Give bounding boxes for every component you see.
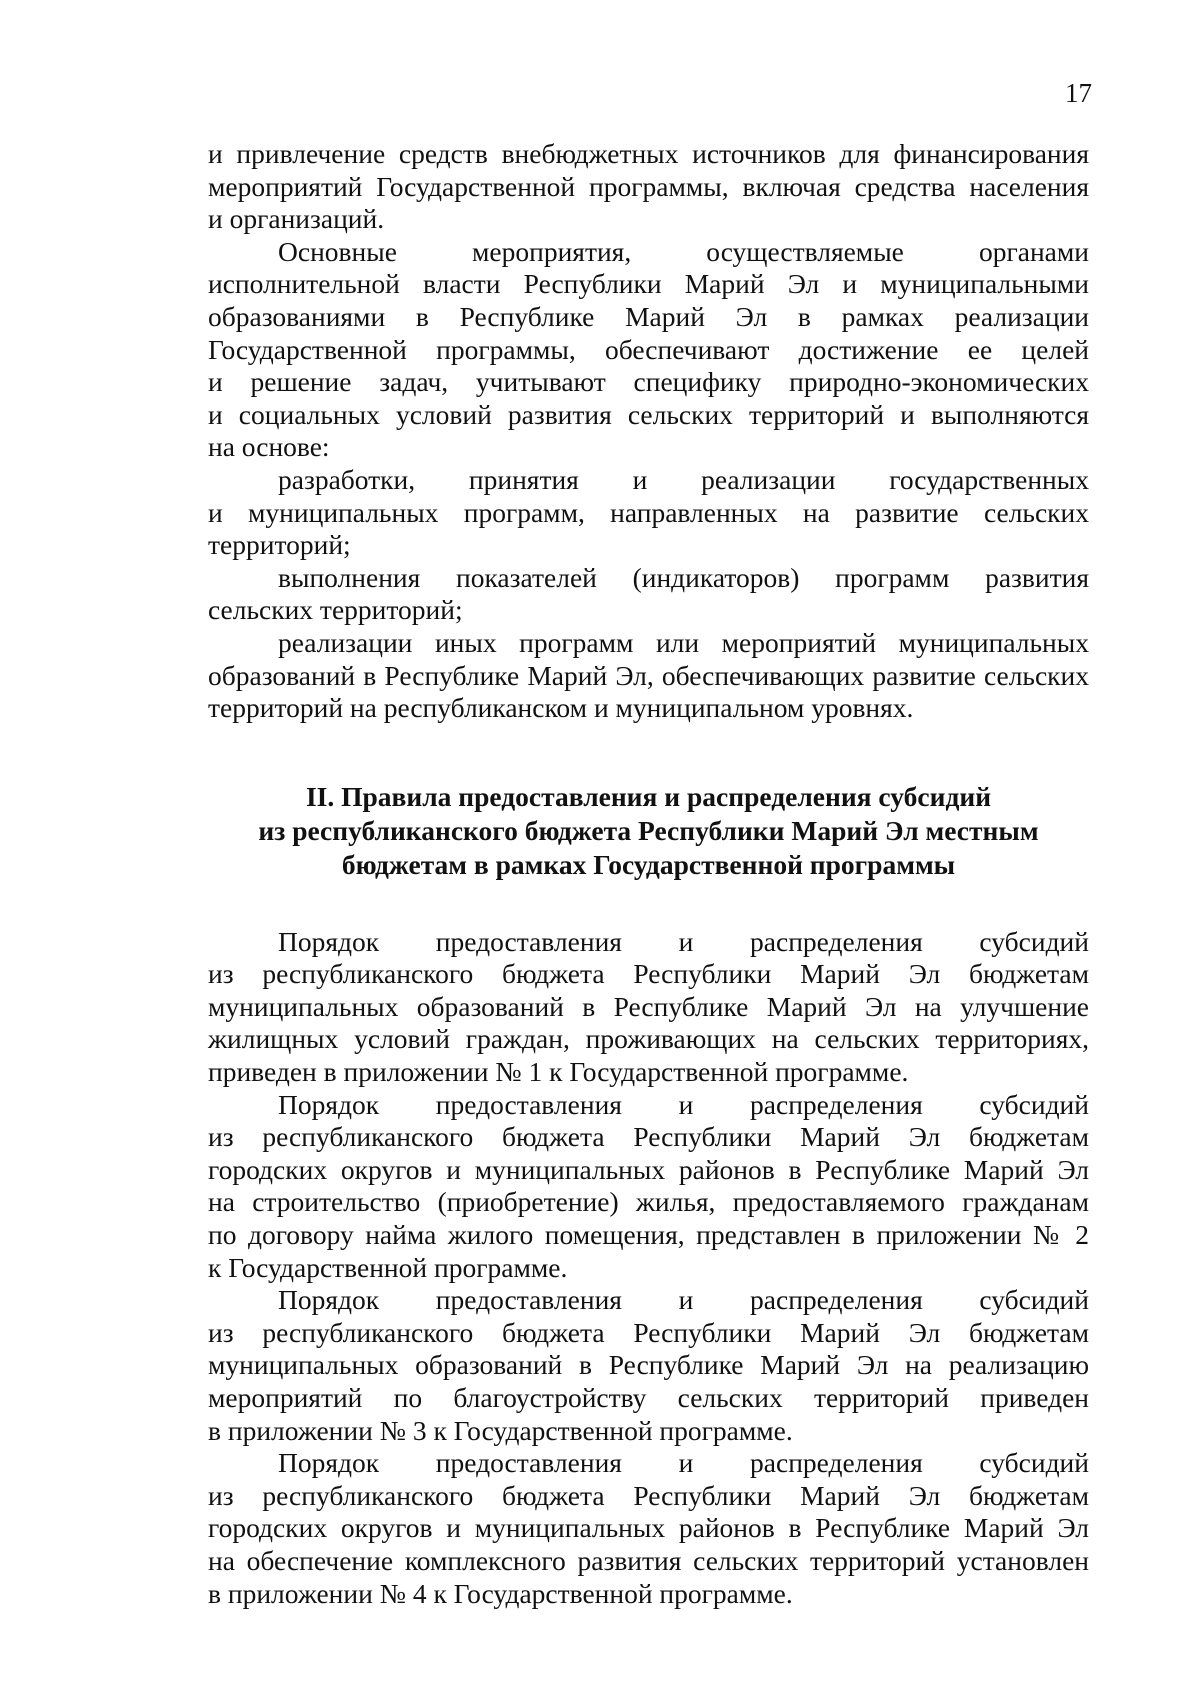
text-line: мероприятий по благоустройству сельских территорий приведен <box>208 1382 1089 1413</box>
text-line: из республиканского бюджета Республики Марий Эл бюджетам <box>208 1479 1089 1511</box>
text-line: по договору найма жилого помещения, представлен в приложении № 2 <box>208 1219 1089 1251</box>
text-line: к Государственной программе. <box>208 1251 568 1283</box>
text-line: на основе: <box>208 431 330 463</box>
paragraph-main-activities <box>208 236 1089 464</box>
text-line: из республиканского бюджета Республики Марий Эл бюджетам <box>208 958 1089 990</box>
text-line: приведен в приложении № 1 к Государственной программе. <box>208 1056 909 1088</box>
document-body <box>208 138 1089 1610</box>
text-line: Порядок предоставления и распределения субсидий <box>278 1088 1089 1120</box>
text-line: муниципальных образований в Республике Марий Эл на улучшение <box>208 990 1089 1022</box>
text-line: образований в Республике Марий Эл, обеспечивающих развитие сельских <box>208 659 1089 691</box>
text-line: реализации иных программ или мероприятий муниципальных <box>278 626 1089 658</box>
text-line: выполнения показателей (индикаторов) программ развития <box>278 561 1089 593</box>
section-heading-line: II. Правила предоставления и распределения субсидий <box>305 780 992 812</box>
section-heading-line: бюджетам в рамках Государственной программы <box>341 848 956 880</box>
text-line: Порядок предоставления и распределения субсидий <box>278 1284 1089 1316</box>
text-line: из республиканского бюджета Республики Марий Эл бюджетам <box>208 1121 1089 1153</box>
paragraph-program-development <box>208 464 1089 562</box>
text-line: разработки, принятия и реализации государственных <box>278 463 1089 495</box>
paragraph-subsidy-appendix-4 <box>208 1447 1089 1610</box>
text-line: на строительство (приобретение) жилья, предоставляемого гражданам <box>208 1186 1089 1218</box>
text-line: и муниципальных программ, направленных на развитие сельских <box>208 496 1089 528</box>
paragraph-subsidy-appendix-1 <box>208 926 1089 1089</box>
text-line: из республиканского бюджета Республики Марий Эл бюджетам <box>208 1316 1089 1348</box>
text-line: территорий; <box>208 529 351 561</box>
text-line: городских округов и муниципальных районов в Республике Марий Эл <box>208 1153 1089 1185</box>
text-line: городских округов и муниципальных районов в Республике Марий Эл <box>208 1512 1089 1544</box>
paragraph-financing-sources <box>208 138 1089 236</box>
text-line: в приложении № 3 к Государственной программе. <box>208 1414 793 1446</box>
text-line: Государственной программы, обеспечивают достижение ее целей <box>208 333 1089 365</box>
text-line: образованиями в Республике Марий Эл в рамках реализации <box>208 300 1089 332</box>
text-line: муниципальных образований в Республике Марий Эл на реализацию <box>208 1349 1089 1381</box>
page-number: 17 <box>1065 78 1092 108</box>
paragraph-subsidy-appendix-2 <box>208 1089 1089 1285</box>
text-line: мероприятий Государственной программы, включая средства населения <box>208 170 1089 202</box>
text-line: на обеспечение комплексного развития сельских территорий установлен <box>208 1544 1089 1576</box>
text-line: жилищных условий граждан, проживающих на сельских территориях, <box>208 1023 1089 1055</box>
text-line: сельских территорий; <box>208 594 463 626</box>
text-line: исполнительной власти Республики Марий Эл и муниципальными <box>208 268 1089 300</box>
text-line: Основные мероприятия, осуществляемые органами <box>278 235 1089 267</box>
text-line: и социальных условий развития сельских территорий и выполняются <box>208 398 1089 430</box>
text-line: в приложении № 4 к Государственной программе. <box>208 1577 793 1609</box>
section-heading-line: из республиканского бюджета Республики Марий Эл местным <box>258 814 1039 846</box>
paragraph-subsidy-appendix-3 <box>208 1284 1089 1447</box>
paragraph-other-programs <box>208 627 1089 725</box>
text-line: территорий на республиканском и муниципальном уровнях. <box>208 692 914 724</box>
paragraph-indicators <box>208 562 1089 627</box>
text-line: и организаций. <box>208 203 385 235</box>
text-line: и решение задач, учитывают специфику природно-экономических <box>208 366 1089 398</box>
section-heading <box>208 780 1089 882</box>
text-line: и привлечение средств внебюджетных источников для финансирования <box>208 138 1089 169</box>
text-line: Порядок предоставления и распределения субсидий <box>278 1447 1089 1479</box>
text-line: Порядок предоставления и распределения субсидий <box>278 925 1089 957</box>
